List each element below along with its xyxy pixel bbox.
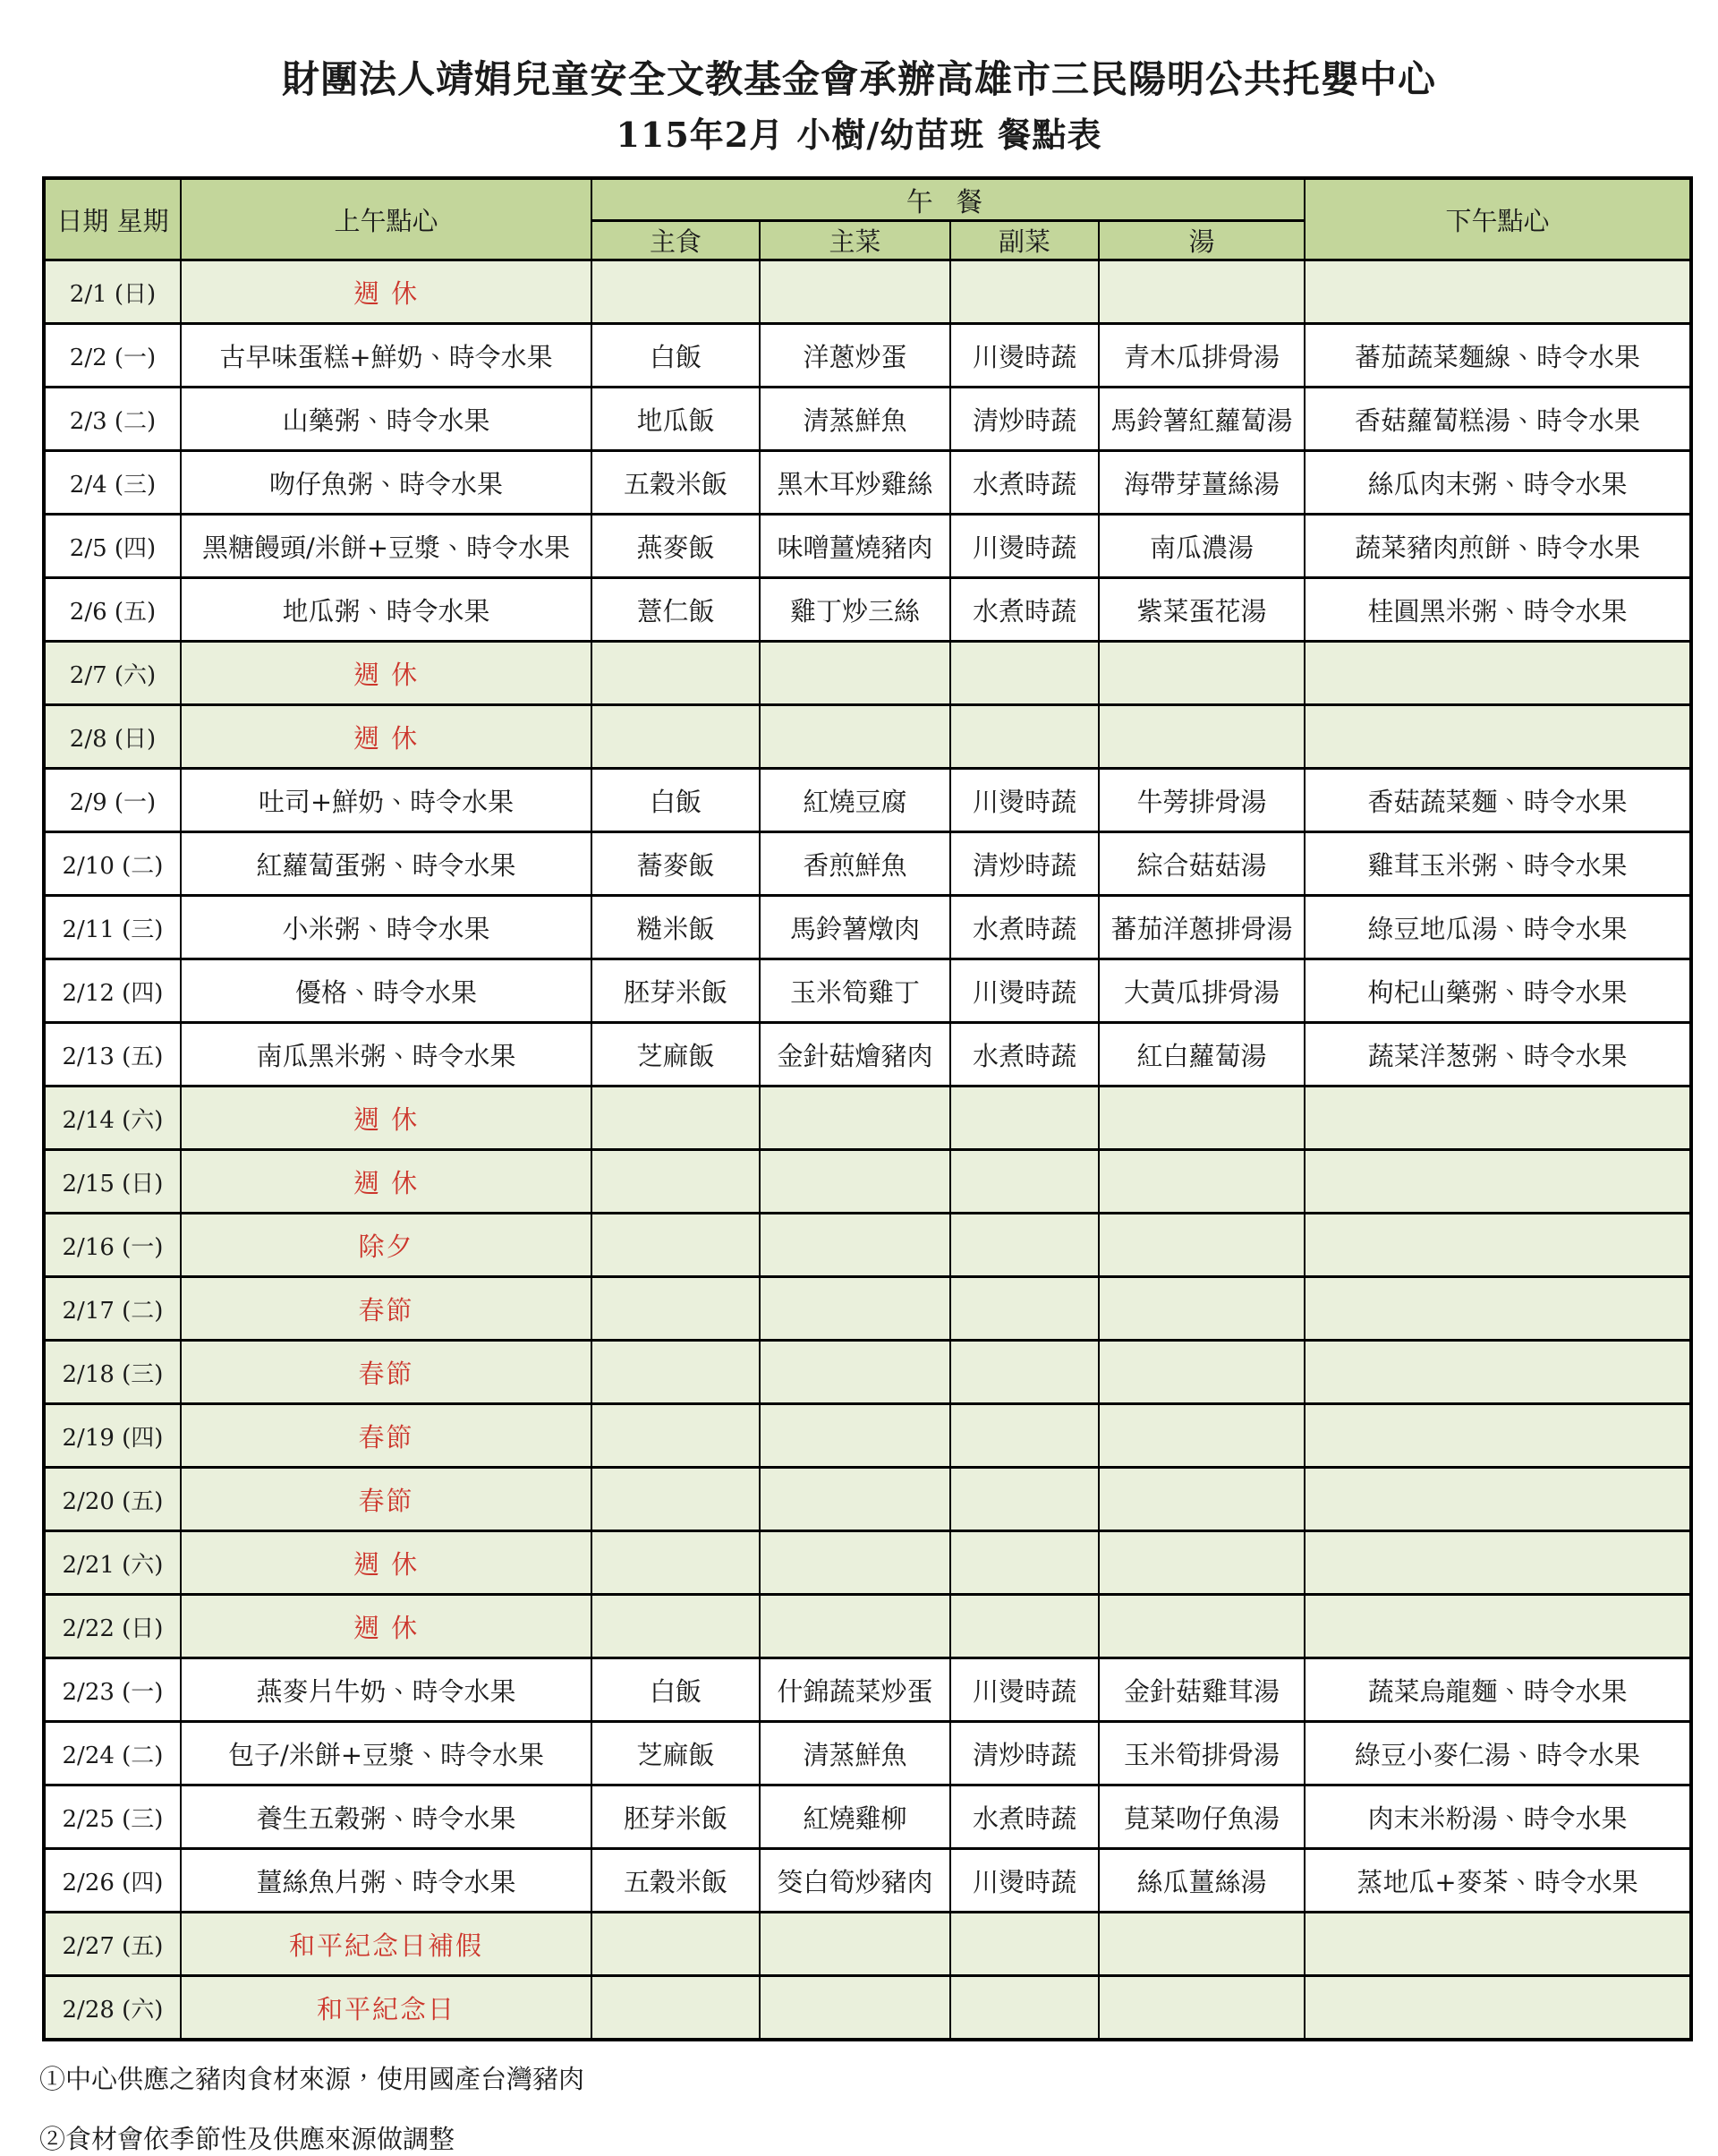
main-dish-cell: 黑木耳炒雞絲: [760, 451, 950, 515]
date-cell: 2/2 (一): [44, 324, 181, 388]
page-title: 財團法人靖娟兒童安全文教基金會承辦高雄市三民陽明公共托嬰中心: [281, 57, 1436, 101]
menu-row: [44, 324, 1691, 388]
empty-side-dish-cell: [950, 1468, 1099, 1531]
date-cell: 2/22 (日): [44, 1595, 181, 1658]
afternoon-snack-cell: 綠豆小麥仁湯、時令水果: [1305, 1722, 1691, 1785]
empty-main-dish-cell: [760, 1468, 950, 1531]
staple-cell: 燕麥飯: [591, 515, 760, 578]
main-dish-cell: 玉米筍雞丁: [760, 959, 950, 1023]
staple-cell: 芝麻飯: [591, 1023, 760, 1087]
empty-soup-cell: [1099, 260, 1305, 324]
empty-staple-cell: [591, 1150, 760, 1214]
date-cell: 2/14 (六): [44, 1087, 181, 1150]
empty-staple-cell: [591, 260, 760, 324]
afternoon-snack-cell: 桂圓黑米粥、時令水果: [1305, 578, 1691, 642]
footnote-pork-origin: ①中心供應之豬肉食材來源，使用國產台灣豬肉: [39, 2064, 585, 2094]
empty-side-dish-cell: [950, 1341, 1099, 1404]
empty-staple-cell: [591, 1468, 760, 1531]
empty-staple-cell: [591, 642, 760, 705]
empty-afternoon-snack-cell: [1305, 1595, 1691, 1658]
empty-soup-cell: [1099, 1277, 1305, 1341]
holiday-row: [44, 705, 1691, 769]
empty-afternoon-snack-cell: [1305, 1531, 1691, 1595]
date-cell: 2/16 (一): [44, 1214, 181, 1277]
empty-afternoon-snack-cell: [1305, 1468, 1691, 1531]
afternoon-snack-cell: 香菇蘿蔔糕湯、時令水果: [1305, 388, 1691, 451]
header-lunch-group: 午 餐: [591, 178, 1305, 221]
empty-afternoon-snack-cell: [1305, 1913, 1691, 1976]
afternoon-snack-cell: 蒸地瓜+麥茶、時令水果: [1305, 1849, 1691, 1913]
menu-row: [44, 515, 1691, 578]
holiday-row: [44, 1404, 1691, 1468]
soup-cell: 青木瓜排骨湯: [1099, 324, 1305, 388]
afternoon-snack-cell: 蔬菜烏龍麵、時令水果: [1305, 1658, 1691, 1722]
side-dish-cell: 川燙時蔬: [950, 1849, 1099, 1913]
empty-side-dish-cell: [950, 1150, 1099, 1214]
holiday-row: [44, 1277, 1691, 1341]
holiday-label-cell: 和平紀念日補假: [181, 1913, 591, 1976]
soup-cell: 大黃瓜排骨湯: [1099, 959, 1305, 1023]
date-cell: 2/25 (三): [44, 1785, 181, 1849]
morning-snack-cell: 小米粥、時令水果: [181, 896, 591, 959]
menu-row: [44, 578, 1691, 642]
date-cell: 2/15 (日): [44, 1150, 181, 1214]
empty-soup-cell: [1099, 1214, 1305, 1277]
holiday-row: [44, 1087, 1691, 1150]
main-dish-cell: 清蒸鮮魚: [760, 1722, 950, 1785]
empty-soup-cell: [1099, 1976, 1305, 2041]
staple-cell: 糙米飯: [591, 896, 760, 959]
empty-afternoon-snack-cell: [1305, 705, 1691, 769]
morning-snack-cell: 燕麥片牛奶、時令水果: [181, 1658, 591, 1722]
side-dish-cell: 川燙時蔬: [950, 1658, 1099, 1722]
date-cell: 2/17 (二): [44, 1277, 181, 1341]
staple-cell: 地瓜飯: [591, 388, 760, 451]
empty-staple-cell: [591, 1913, 760, 1976]
main-dish-cell: 金針菇燴豬肉: [760, 1023, 950, 1087]
empty-main-dish-cell: [760, 1150, 950, 1214]
menu-row: [44, 451, 1691, 515]
side-dish-cell: 川燙時蔬: [950, 769, 1099, 832]
menu-row: [44, 769, 1691, 832]
holiday-label-cell: 除夕: [181, 1214, 591, 1277]
empty-side-dish-cell: [950, 260, 1099, 324]
side-dish-cell: 川燙時蔬: [950, 324, 1099, 388]
menu-row: [44, 959, 1691, 1023]
holiday-row: [44, 1214, 1691, 1277]
date-cell: 2/3 (二): [44, 388, 181, 451]
date-cell: 2/24 (二): [44, 1722, 181, 1785]
afternoon-snack-cell: 蔬菜豬肉煎餅、時令水果: [1305, 515, 1691, 578]
morning-snack-cell: 包子/米餅+豆漿、時令水果: [181, 1722, 591, 1785]
main-dish-cell: 什錦蔬菜炒蛋: [760, 1658, 950, 1722]
main-dish-cell: 紅燒豆腐: [760, 769, 950, 832]
empty-staple-cell: [591, 1087, 760, 1150]
side-dish-cell: 水煮時蔬: [950, 896, 1099, 959]
header-staple: 主食: [591, 221, 760, 260]
menu-row: [44, 1658, 1691, 1722]
empty-side-dish-cell: [950, 1976, 1099, 2041]
soup-cell: 牛蒡排骨湯: [1099, 769, 1305, 832]
staple-cell: 薏仁飯: [591, 578, 760, 642]
side-dish-cell: 水煮時蔬: [950, 578, 1099, 642]
main-dish-cell: 紅燒雞柳: [760, 1785, 950, 1849]
holiday-row: [44, 1913, 1691, 1976]
staple-cell: 五穀米飯: [591, 1849, 760, 1913]
morning-snack-cell: 薑絲魚片粥、時令水果: [181, 1849, 591, 1913]
holiday-label-cell: 週 休: [181, 1150, 591, 1214]
morning-snack-cell: 優格、時令水果: [181, 959, 591, 1023]
empty-main-dish-cell: [760, 1913, 950, 1976]
date-cell: 2/11 (三): [44, 896, 181, 959]
side-dish-cell: 川燙時蔬: [950, 959, 1099, 1023]
morning-snack-cell: 黑糖饅頭/米餅+豆漿、時令水果: [181, 515, 591, 578]
afternoon-snack-cell: 蕃茄蔬菜麵線、時令水果: [1305, 324, 1691, 388]
empty-main-dish-cell: [760, 1214, 950, 1277]
empty-soup-cell: [1099, 705, 1305, 769]
holiday-label-cell: 週 休: [181, 1595, 591, 1658]
soup-cell: 莧菜吻仔魚湯: [1099, 1785, 1305, 1849]
empty-main-dish-cell: [760, 1087, 950, 1150]
side-dish-cell: 水煮時蔬: [950, 1023, 1099, 1087]
header-afternoon-snack: 下午點心: [1305, 178, 1691, 260]
empty-soup-cell: [1099, 1404, 1305, 1468]
afternoon-snack-cell: 香菇蔬菜麵、時令水果: [1305, 769, 1691, 832]
soup-cell: 絲瓜薑絲湯: [1099, 1849, 1305, 1913]
empty-afternoon-snack-cell: [1305, 1214, 1691, 1277]
date-cell: 2/18 (三): [44, 1341, 181, 1404]
date-cell: 2/19 (四): [44, 1404, 181, 1468]
main-dish-cell: 香煎鮮魚: [760, 832, 950, 896]
date-cell: 2/8 (日): [44, 705, 181, 769]
holiday-label-cell: 週 休: [181, 642, 591, 705]
main-dish-cell: 馬鈴薯燉肉: [760, 896, 950, 959]
main-dish-cell: 筊白筍炒豬肉: [760, 1849, 950, 1913]
empty-soup-cell: [1099, 1150, 1305, 1214]
staple-cell: 白飯: [591, 1658, 760, 1722]
empty-side-dish-cell: [950, 642, 1099, 705]
side-dish-cell: 水煮時蔬: [950, 1785, 1099, 1849]
soup-cell: 綜合菇菇湯: [1099, 832, 1305, 896]
main-dish-cell: 洋蔥炒蛋: [760, 324, 950, 388]
soup-cell: 海帶芽薑絲湯: [1099, 451, 1305, 515]
holiday-row: [44, 1150, 1691, 1214]
empty-soup-cell: [1099, 1913, 1305, 1976]
holiday-row: [44, 642, 1691, 705]
empty-main-dish-cell: [760, 260, 950, 324]
footnotes: [39, 2059, 1718, 2156]
empty-staple-cell: [591, 1214, 760, 1277]
empty-main-dish-cell: [760, 1341, 950, 1404]
date-cell: 2/6 (五): [44, 578, 181, 642]
holiday-row: [44, 260, 1691, 324]
date-cell: 2/13 (五): [44, 1023, 181, 1087]
holiday-row: [44, 1341, 1691, 1404]
empty-side-dish-cell: [950, 1404, 1099, 1468]
empty-soup-cell: [1099, 1531, 1305, 1595]
side-dish-cell: 清炒時蔬: [950, 1722, 1099, 1785]
staple-cell: 蕎麥飯: [591, 832, 760, 896]
empty-side-dish-cell: [950, 1087, 1099, 1150]
empty-staple-cell: [591, 1976, 760, 2041]
morning-snack-cell: 紅蘿蔔蛋粥、時令水果: [181, 832, 591, 896]
empty-soup-cell: [1099, 1468, 1305, 1531]
side-dish-cell: 清炒時蔬: [950, 388, 1099, 451]
morning-snack-cell: 南瓜黑米粥、時令水果: [181, 1023, 591, 1087]
main-dish-cell: 清蒸鮮魚: [760, 388, 950, 451]
menu-row: [44, 388, 1691, 451]
empty-main-dish-cell: [760, 1404, 950, 1468]
date-cell: 2/28 (六): [44, 1976, 181, 2041]
side-dish-cell: 川燙時蔬: [950, 515, 1099, 578]
main-dish-cell: 味噌薑燒豬肉: [760, 515, 950, 578]
empty-main-dish-cell: [760, 1277, 950, 1341]
morning-snack-cell: 吐司+鮮奶、時令水果: [181, 769, 591, 832]
empty-afternoon-snack-cell: [1305, 260, 1691, 324]
holiday-row: [44, 1976, 1691, 2041]
empty-afternoon-snack-cell: [1305, 1341, 1691, 1404]
empty-side-dish-cell: [950, 1214, 1099, 1277]
staple-cell: 芝麻飯: [591, 1722, 760, 1785]
empty-staple-cell: [591, 705, 760, 769]
empty-afternoon-snack-cell: [1305, 1976, 1691, 2041]
date-cell: 2/20 (五): [44, 1468, 181, 1531]
holiday-row: [44, 1468, 1691, 1531]
menu-table-body: [44, 260, 1691, 2041]
menu-row: [44, 1849, 1691, 1913]
afternoon-snack-cell: 枸杞山藥粥、時令水果: [1305, 959, 1691, 1023]
header-soup: 湯: [1099, 221, 1305, 260]
empty-soup-cell: [1099, 1087, 1305, 1150]
holiday-label-cell: 週 休: [181, 705, 591, 769]
menu-row: [44, 896, 1691, 959]
soup-cell: 紫菜蛋花湯: [1099, 578, 1305, 642]
menu-table-header: [44, 178, 1691, 260]
empty-side-dish-cell: [950, 1595, 1099, 1658]
menu-row: [44, 832, 1691, 896]
main-dish-cell: 雞丁炒三絲: [760, 578, 950, 642]
soup-cell: 金針菇雞茸湯: [1099, 1658, 1305, 1722]
empty-afternoon-snack-cell: [1305, 1277, 1691, 1341]
morning-snack-cell: 地瓜粥、時令水果: [181, 578, 591, 642]
soup-cell: 玉米筍排骨湯: [1099, 1722, 1305, 1785]
header-date: 日期 星期: [44, 178, 181, 260]
footnote-seasonal-adjust: ②食材會依季節性及供應來源做調整: [39, 2124, 455, 2154]
date-cell: 2/9 (一): [44, 769, 181, 832]
date-cell: 2/26 (四): [44, 1849, 181, 1913]
soup-cell: 蕃茄洋蔥排骨湯: [1099, 896, 1305, 959]
empty-main-dish-cell: [760, 705, 950, 769]
morning-snack-cell: 古早味蛋糕+鮮奶、時令水果: [181, 324, 591, 388]
holiday-label-cell: 週 休: [181, 260, 591, 324]
holiday-label-cell: 春節: [181, 1404, 591, 1468]
page-subtitle: 115年2月 小樹/幼苗班 餐點表: [616, 115, 1102, 155]
afternoon-snack-cell: 蔬菜洋葱粥、時令水果: [1305, 1023, 1691, 1087]
empty-staple-cell: [591, 1341, 760, 1404]
empty-main-dish-cell: [760, 642, 950, 705]
empty-afternoon-snack-cell: [1305, 1150, 1691, 1214]
holiday-label-cell: 週 休: [181, 1531, 591, 1595]
staple-cell: 白飯: [591, 769, 760, 832]
staple-cell: 白飯: [591, 324, 760, 388]
menu-row: [44, 1785, 1691, 1849]
afternoon-snack-cell: 肉末米粉湯、時令水果: [1305, 1785, 1691, 1849]
afternoon-snack-cell: 絲瓜肉末粥、時令水果: [1305, 451, 1691, 515]
date-cell: 2/1 (日): [44, 260, 181, 324]
side-dish-cell: 水煮時蔬: [950, 451, 1099, 515]
holiday-label-cell: 春節: [181, 1468, 591, 1531]
morning-snack-cell: 吻仔魚粥、時令水果: [181, 451, 591, 515]
menu-table: [42, 176, 1693, 2041]
empty-staple-cell: [591, 1595, 760, 1658]
empty-soup-cell: [1099, 642, 1305, 705]
empty-main-dish-cell: [760, 1595, 950, 1658]
holiday-label-cell: 春節: [181, 1341, 591, 1404]
date-cell: 2/4 (三): [44, 451, 181, 515]
date-cell: 2/5 (四): [44, 515, 181, 578]
holiday-row: [44, 1531, 1691, 1595]
empty-main-dish-cell: [760, 1976, 950, 2041]
empty-side-dish-cell: [950, 1531, 1099, 1595]
date-cell: 2/10 (二): [44, 832, 181, 896]
staple-cell: 胚芽米飯: [591, 959, 760, 1023]
date-cell: 2/21 (六): [44, 1531, 181, 1595]
header-morning-snack: 上午點心: [181, 178, 591, 260]
date-cell: 2/27 (五): [44, 1913, 181, 1976]
header-main-dish: 主菜: [760, 221, 950, 260]
soup-cell: 紅白蘿蔔湯: [1099, 1023, 1305, 1087]
holiday-label-cell: 週 休: [181, 1087, 591, 1150]
morning-snack-cell: 養生五穀粥、時令水果: [181, 1785, 591, 1849]
afternoon-snack-cell: 綠豆地瓜湯、時令水果: [1305, 896, 1691, 959]
holiday-label-cell: 和平紀念日: [181, 1976, 591, 2041]
side-dish-cell: 清炒時蔬: [950, 832, 1099, 896]
empty-afternoon-snack-cell: [1305, 642, 1691, 705]
afternoon-snack-cell: 雞茸玉米粥、時令水果: [1305, 832, 1691, 896]
empty-soup-cell: [1099, 1595, 1305, 1658]
empty-afternoon-snack-cell: [1305, 1087, 1691, 1150]
staple-cell: 五穀米飯: [591, 451, 760, 515]
soup-cell: 南瓜濃湯: [1099, 515, 1305, 578]
empty-side-dish-cell: [950, 1277, 1099, 1341]
empty-soup-cell: [1099, 1341, 1305, 1404]
holiday-row: [44, 1595, 1691, 1658]
date-cell: 2/7 (六): [44, 642, 181, 705]
menu-row: [44, 1722, 1691, 1785]
empty-staple-cell: [591, 1531, 760, 1595]
empty-main-dish-cell: [760, 1531, 950, 1595]
staple-cell: 胚芽米飯: [591, 1785, 760, 1849]
empty-side-dish-cell: [950, 705, 1099, 769]
empty-staple-cell: [591, 1277, 760, 1341]
date-cell: 2/12 (四): [44, 959, 181, 1023]
empty-afternoon-snack-cell: [1305, 1404, 1691, 1468]
empty-staple-cell: [591, 1404, 760, 1468]
soup-cell: 馬鈴薯紅蘿蔔湯: [1099, 388, 1305, 451]
holiday-label-cell: 春節: [181, 1277, 591, 1341]
date-cell: 2/23 (一): [44, 1658, 181, 1722]
header-side-dish: 副菜: [950, 221, 1099, 260]
menu-row: [44, 1023, 1691, 1087]
morning-snack-cell: 山藥粥、時令水果: [181, 388, 591, 451]
empty-side-dish-cell: [950, 1913, 1099, 1976]
